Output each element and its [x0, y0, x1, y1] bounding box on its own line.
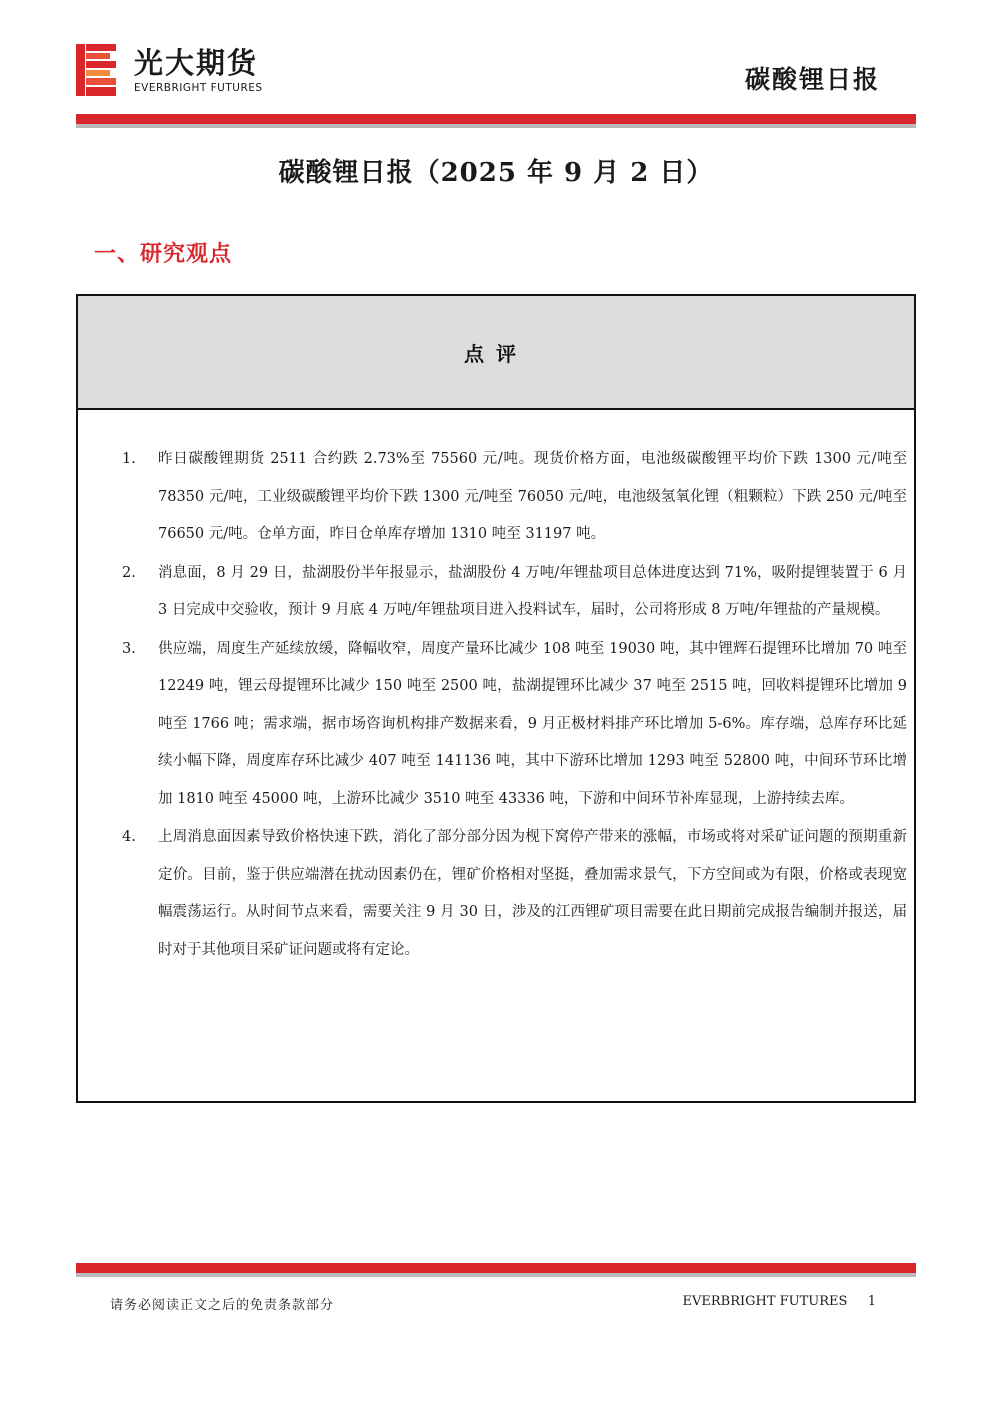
- list-item-text: 上周消息面因素导致价格快速下跌，消化了部分部分因为枧下窝停产带来的涨幅，市场或将对采矿证问题的预期重新定价。目前，鉴于供应端潜在扰动因素仍在，锂矿价格相对坚挺，叠加需求景气，下方空间或为有限，价格或表现宽幅震荡运行。从时间节点来看，需要关注 9 月 30 日，涉及的江西锂矿项目需要在此日期前完成报告编制并报送，届时对于其他项目采矿证问题或将有定论。: [158, 829, 907, 958]
- footer-rule-gray: [76, 1273, 916, 1277]
- list-item-number: 2.: [122, 564, 136, 581]
- everbright-logo-icon: [76, 44, 118, 96]
- header-rule-gray: [76, 124, 916, 128]
- commentary-heading: 点评: [464, 341, 528, 366]
- document-title: 碳酸锂日报（2025 年 9 月 2 日）: [278, 158, 714, 188]
- list-item-text: 消息面，8 月 29 日，盐湖股份半年报显示，盐湖股份 4 万吨/年锂盐项目总体进度达到 71%，吸附提锂装置于 6 月 3 日完成中交验收，预计 9 月底 4 万吨/年锂盐项目进入投料试车，届时，公司将形成 8 万吨/年锂盐的产量规模。: [158, 564, 907, 618]
- header-rule-red: [76, 114, 916, 124]
- list-item-number: 1.: [122, 451, 136, 467]
- list-item-text: 供应端，周度生产延续放缓，降幅收窄，周度产量环比减少 108 吨至 19030 吨，其中锂辉石提锂环比增加 70 吨至 12249 吨，锂云母提锂环比减少 150 吨至 2500 吨，盐湖提锂环比减少 37 吨至 2515 吨，回收料提锂环比增加 9 吨至 1766 吨；需求端，据市场咨询机构排产数据来看，9 月正极材料排产环比增加 5-6%。库存端，总库存环比延续小幅下降，周度库存环比减少 407 吨至 141136 吨，其中下游环比增加 1293 吨至 52800 吨，中间环节环比增加 1810 吨至 45000 吨，上游环比减少 3510 吨至 43336 吨，下游和中间环节补库显现，上游持续去库。: [158, 640, 907, 807]
- company-logo: [76, 44, 286, 100]
- footer-disclaimer: 请务必阅读正文之后的免责条款部分: [110, 1298, 335, 1313]
- logo-english-text: EVERBRIGHT FUTURES: [134, 82, 263, 94]
- commentary-header: [78, 296, 914, 410]
- commentary-box: [76, 294, 916, 1103]
- list-item: [78, 555, 914, 630]
- footer-brand-page: [682, 1294, 876, 1309]
- list-item: [78, 819, 914, 969]
- page-number: 1: [867, 1294, 876, 1309]
- list-item: [78, 441, 914, 554]
- header-report-name: 碳酸锂日报: [744, 65, 880, 94]
- section-title: 一、研究观点: [94, 241, 233, 267]
- list-item-number: 4.: [122, 829, 136, 845]
- list-item-text: 昨日碳酸锂期货 2511 合约跌 2.73%至 75560 元/吨。现货价格方面，电池级碳酸锂平均价下跌 1300 元/吨至 78350 元/吨，工业级碳酸锂平均价下跌 1300 元/吨至 76050 元/吨，电池级氢氧化锂（粗颗粒）下跌 250 元/吨至 76650 元/吨。仓单方面，昨日仓单库存增加 1310 吨至 31197 吨。: [158, 451, 907, 542]
- header-rule: [76, 114, 916, 128]
- footer-rule-red: [76, 1263, 916, 1273]
- footer-rule: [76, 1263, 916, 1277]
- list-item: [78, 631, 914, 819]
- list-item-number: 3.: [122, 640, 136, 657]
- logo-chinese-text: 光大期货: [134, 46, 259, 80]
- footer-brand: EVERBRIGHT FUTURES: [682, 1294, 848, 1309]
- commentary-list: [78, 441, 914, 970]
